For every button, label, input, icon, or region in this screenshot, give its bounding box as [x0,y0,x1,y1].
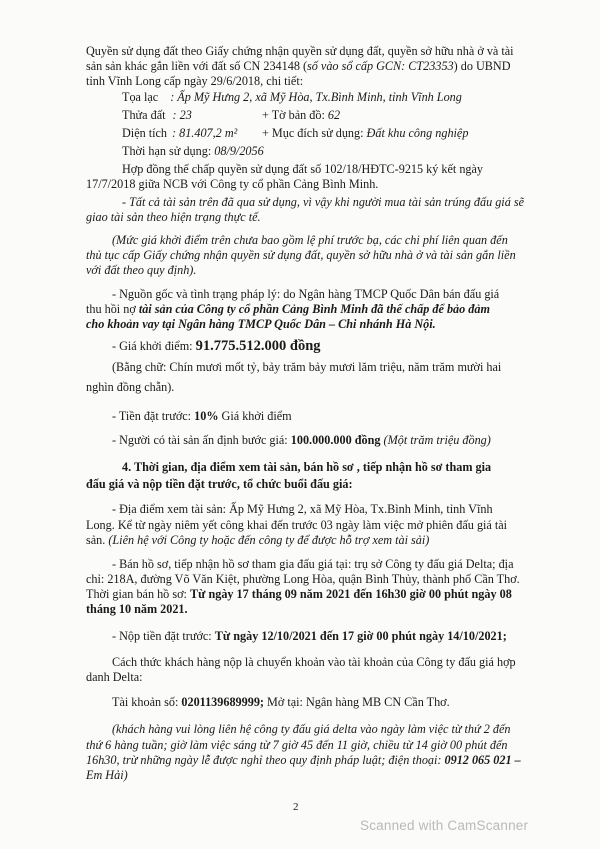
text-line: - Địa điểm xem tài sản: Ấp Mỹ Hưng 2, xã Mỹ Hòa, Tx.Bình Minh, tỉnh Vĩnh [112,502,493,516]
to-ban-do-row: + Tờ bản đồ: 62 [262,108,341,122]
deposit-line: - Tiền đặt trước: 10% Giá khởi điểm [112,409,292,423]
text-line: 17/7/2018 giữa NCB với Công ty cổ phần Cảng Bình Minh. [86,177,379,191]
text-line: (khách hàng vui lòng liên hệ công ty đấu giá delta vào ngày làm việc từ thứ 2 đến [112,722,511,736]
text-line: nghìn đồng chẵn). [86,380,175,394]
text-line: - Tất cả tài sản trên đã qua sử dụng, vì vậy khi người mua tài sản trúng đấu giá sẽ [122,195,524,209]
text-line: Thời gian bán hồ sơ: Từ ngày 17 tháng 09 năm 2021 đến 16h30 giờ 00 phút ngày 08 [86,587,512,601]
text-line: Long. Kể từ ngày niêm yết công khai đến trước 03 ngày làm việc mở phiên đấu giá tài [86,518,508,532]
text-line: với đất theo quy định). [86,263,197,277]
text-line: tháng 10 năm 2021. [86,602,188,616]
section-4-heading: đấu giá và nộp tiền đặt trước, tổ chức buổi đấu giá: [86,477,353,491]
text-line: Hợp đồng thế chấp quyền sử dụng đất số 102/18/HĐTC-9215 ký kết ngày [122,162,484,176]
text-line: thủ tục cấp Giấy chứng nhận quyền sử dụng đất, quyền sở hữu nhà ở và tài sản gắn liền [86,248,516,262]
text-line: - Bán hồ sơ, tiếp nhận hồ sơ tham gia đấu giá tại: trụ sở Công ty đấu giá Delta; địa [112,557,514,571]
toa-lac-row: Tọa lạc : Ấp Mỹ Hưng 2, xã Mỹ Hòa, Tx.Bình Minh, tỉnh Vĩnh Long [122,90,462,104]
text-line: 16h30, trừ những ngày lễ được nghỉ theo quy định pháp luật; điện thoại: 0912 065 021 – [86,753,521,767]
text-line: sản sản khác gắn liền với đất số CN 234148 (số vào sổ cấp GCN: CT23353) do UBND [86,59,511,73]
section-4-heading: 4. Thời gian, địa điểm xem tài sản, bán hồ sơ , tiếp nhận hồ sơ tham gia [122,460,492,474]
text-line: cho khoản vay tại Ngân hàng TMCP Quốc Dân – Chi nhánh Hà Nội. [86,317,436,331]
starting-price-line: - Giá khởi điểm: 91.775.512.000 đồng [112,338,321,354]
text-line: giao tài sản theo hiện trạng thực tế. [86,210,261,224]
page-number: 2 [293,801,299,813]
bank-account-line: Tài khoản số: 0201139689999; Mở tại: Ngân hàng MB CN Cần Thơ. [112,695,450,709]
text-line: Em Hải) [86,768,128,782]
thua-dat-row: Thửa đất : 23 [122,108,192,122]
text-line: thứ 6 hàng tuần; giờ làm việc sáng từ 7 giờ 45 đến 11 giờ, chiều từ 14 giờ 00 phút đến [86,738,508,752]
text-line: (Mức giá khởi điểm trên chưa bao gồm lệ phí trước bạ, các chi phí liên quan đến [112,233,508,247]
dien-tich-row: Diện tích : 81.407,2 m² [122,126,238,140]
deposit-period-line: - Nộp tiền đặt trước: Từ ngày 12/10/2021 đến 17 giờ 00 phút ngày 14/10/2021; [112,629,507,643]
text-line: thu hồi nợ tài sản của Công ty cổ phần Cảng Bình Minh đã thế chấp để bảo đảm [86,302,490,316]
text-line: Quyền sử dụng đất theo Giấy chứng nhận quyền sử dụng đất, quyền sở hữu nhà ở và tài [86,44,514,58]
bid-step-line: - Người có tài sản ấn định bước giá: 100.000.000 đồng (Một trăm triệu đồng) [112,433,491,447]
text-line: danh Delta: [86,670,143,684]
text-line: sản. (Liên hệ với Công ty hoặc đến công ty để được hỗ trợ xem tài sải) [86,533,430,547]
text-line: tỉnh Vĩnh Long cấp ngày 29/6/2018, chi tiết: [86,74,304,88]
muc-dich-row: + Mục đích sử dụng: Đất khu công nghiệp [262,126,469,140]
text-line: (Bằng chữ: Chín mươi mốt tỷ, bảy trăm bảy mươi lăm triệu, năm trăm mười hai [112,360,502,374]
camscanner-watermark: Scanned with CamScanner [360,818,529,833]
text-line: - Nguồn gốc và tình trạng pháp lý: do Ngân hàng TMCP Quốc Dân bán đấu giá [112,287,500,301]
text-line: Cách thức khách hàng nộp là chuyển khoản vào tài khoản của Công ty đấu giá hợp [112,655,516,669]
text-line: chỉ: 218A, đường Võ Văn Kiệt, phường Long Hòa, quận Bình Thủy, thành phố Cần Thơ. [86,572,520,586]
thoi-han-row: Thời hạn sử dụng: 08/9/2056 [122,144,264,158]
